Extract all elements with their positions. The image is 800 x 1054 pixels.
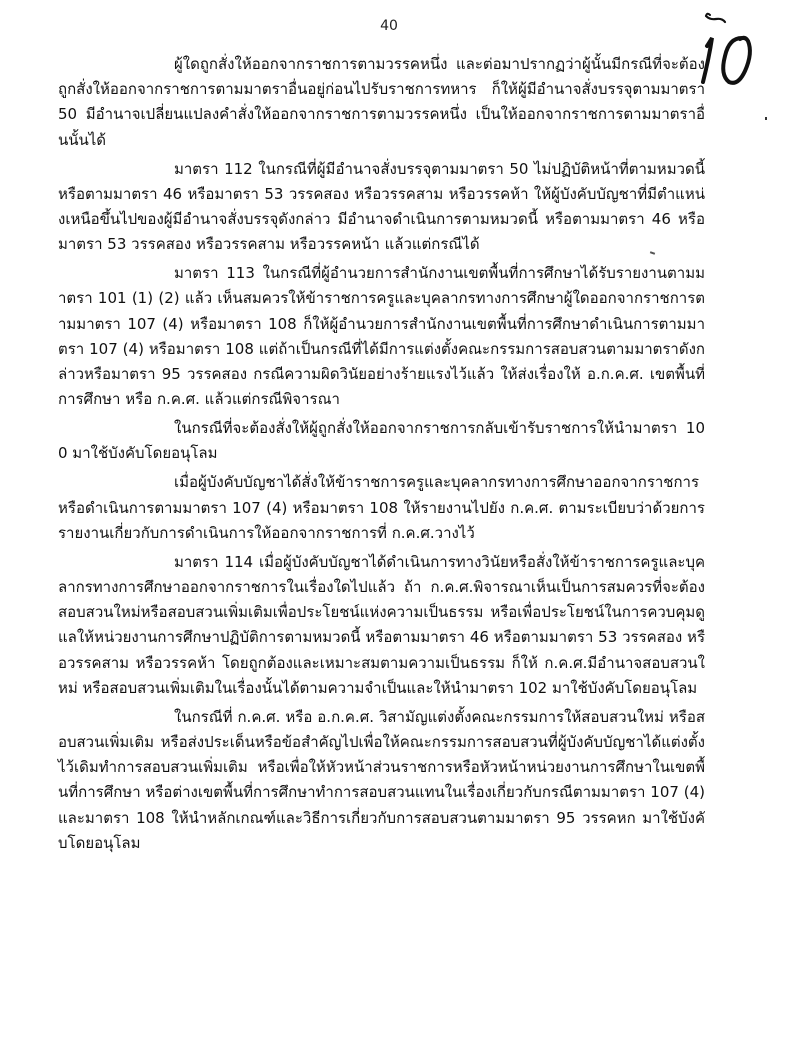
paragraph: มาตรา 113 ในกรณีที่ผู้อำนวยการสำนักงานเขตพื้นที่การศึกษาได้รับรายงานตามมาตรา 101 (1) (2) แล้ว เห็นสมควรให้ข้าราชการครูและบุคลากรทางการศึกษาผู้ใดออกจากราชการตามมาตรา 107 (4) หรือมาตรา 108 ก็ให้ผู้อำนวยการสำนักงานเขตพื้นที่การศึกษาดำเนินการตามมาตรา 107 (4) หรือมาตรา 108 แต่ถ้าเป็นกรณีที่ได้มีการแต่งตั้งคณะกรรมการสอบสวนตามมาตราดังกล่าวหรือมาตรา 95 วรรคสอง กรณีความผิดวินัยอย่างร้ายแรงไว้แล้ว ให้ส่งเรื่องให้ อ.ก.ค.ศ. เขตพื้นที่การศึกษา หรือ ก.ค.ศ. แล้วแต่กรณีพิจารณา <box>58 264 705 409</box>
paragraph: มาตรา 112 ในกรณีที่ผู้มีอำนาจสั่งบรรจุตามมาตรา 50 ไม่ปฏิบัติหน้าที่ตามหมวดนี้ หรือตามมาตรา 46 หรือมาตรา 53 วรรคสอง หรือวรรคสาม หรือวรรคห้า ให้ผู้บังคับบัญชาที่มีตำแหน่งเหนือขึ้นไปของผู้มีอำนาจสั่งบรรจุดังกล่าว มีอำนาจดำเนินการตามหมวดนี้ หรือตามมาตรา 46 หรือมาตรา 53 วรรคสอง หรือวรรคสาม หรือวรรคหน้า แล้วแต่กรณีได้ <box>58 159 705 254</box>
paragraph: ในกรณีที่จะต้องสั่งให้ผู้ถูกสั่งให้ออกจากราชการกลับเข้ารับราชการให้นำมาตรา 100 มาใช้บังคับโดยอนุโลม <box>58 419 705 463</box>
paragraph: ในกรณีที่ ก.ค.ศ. หรือ อ.ก.ค.ศ. วิสามัญแต่งตั้งคณะกรรมการให้สอบสวนใหม่ หรือสอบสวนเพิ่มเติม หรือส่งประเด็นหรือข้อสำคัญไปเพื่อให้คณะกรรมการสอบสวนที่ผู้บังคับบัญชาได้แต่งตั้งไว้เดิมทำการสอบสวนเพิ่มเติม หรือเพื่อให้หัวหน้าส่วนราชการหรือหัวหน้าหน่วยงานการศึกษาในเขตพื้นที่การศึกษา หรือต่างเขตพื้นที่การศึกษาทำการสอบสวนแทนในเรื่องเกี่ยวกับกรณีตามมาตรา 107 (4) และมาตรา 108 ให้นำหลักเกณฑ์และวิธีการเกี่ยวกับการสอบสวนตามมาตรา 95 วรรคหก มาใช้บังคับโดยอนุโลม <box>58 707 705 852</box>
page-number: 40 <box>380 18 398 34</box>
scan-speck <box>765 117 767 120</box>
paragraph: เมื่อผู้บังคับบัญชาได้สั่งให้ข้าราชการครูและบุคลากรทางการศึกษาออกจากราชการหรือดำเนินการตามมาตรา 107 (4) หรือมาตรา 108 ให้รายงานไปยัง ก.ค.ศ. ตามระเบียบว่าด้วยการรายงานเกี่ยวกับการดำเนินการให้ออกจากราชการที่ ก.ค.ศ.วางไว้ <box>58 473 705 542</box>
paragraph: ผู้ใดถูกสั่งให้ออกจากราชการตามวรรคหนึ่ง และต่อมาปรากฏว่าผู้นั้นมีกรณีที่จะต้องถูกสั่งให้ออกจากราชการตามมาตราอื่นอยู่ก่อนไปรับราชการทหาร ก็ให้ผู้มีอำนาจสั่งบรรจุตามมาตรา 50 มีอำนาจเปลี่ยนแปลงคำสั่งให้ออกจากราชการตามวรรคหนึ่ง เป็นให้ออกจากราชการตามมาตราอื่นนั้นได้ <box>58 55 705 149</box>
document-body <box>58 52 705 860</box>
paragraph: มาตรา 114 เมื่อผู้บังคับบัญชาได้ดำเนินการทางวินัยหรือสั่งให้ข้าราชการครูและบุคลากรทางการศึกษาออกจากราชการในเรื่องใดไปแล้ว ถ้า ก.ค.ศ.พิจารณาเห็นเป็นการสมควรที่จะต้องสอบสวนใหม่หรือสอบสวนเพิ่มเติมเพื่อประโยชน์แห่งความเป็นธรรม หรือเพื่อประโยชน์ในการควบคุมดูแลให้หน่วยงานการศึกษาปฏิบัติการตามหมวดนี้ หรือตามมาตรา 46 หรือตามมาตรา 53 วรรคสอง หรือวรรคสาม หรือวรรคห้า โดยถูกต้องและเหมาะสมตามความเป็นธรรม ก็ให้ ก.ค.ศ.มีอำนาจสอบสวนใหม่ หรือสอบสวนเพิ่มเติมในเรื่องนั้นได้ตามความจำเป็นและให้นำมาตรา 102 มาใช้บังคับโดยอนุโลม <box>58 552 705 697</box>
